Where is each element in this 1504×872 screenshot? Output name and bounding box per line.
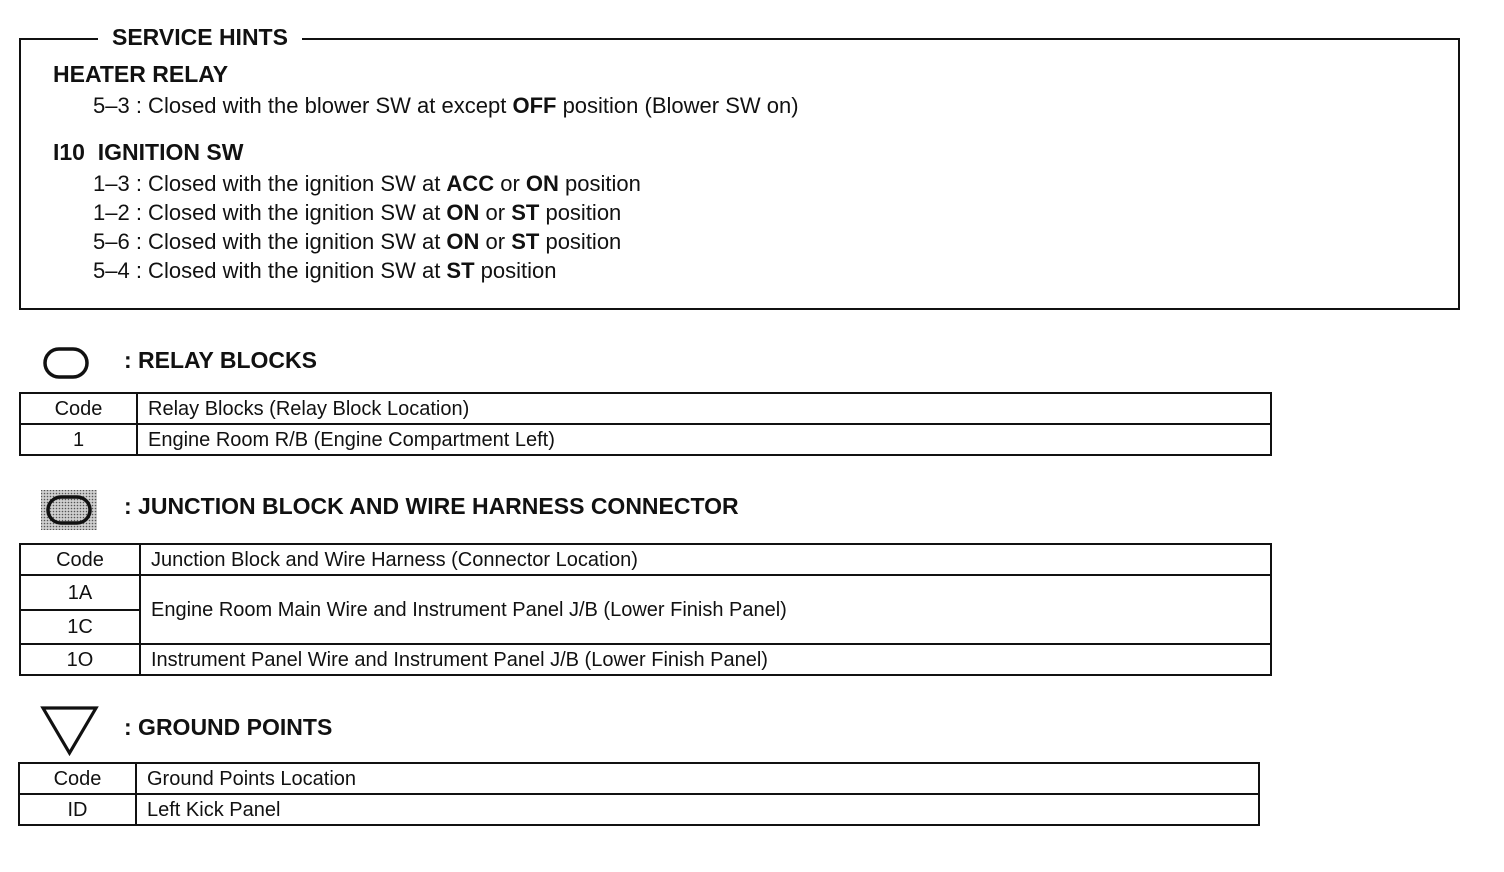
hint-text: or (479, 229, 512, 254)
relay-blocks-heading: : RELAY BLOCKS (124, 347, 317, 373)
relay-blocks-table (19, 392, 1272, 456)
ground-points-table (18, 762, 1260, 826)
table-header-row (19, 763, 1259, 794)
hint-text: position (558, 171, 641, 196)
code-cell: 1O (20, 644, 140, 675)
table-row (20, 424, 1271, 455)
pin-numbers: 5–3 (93, 93, 130, 118)
code-cell: 1 (20, 424, 137, 455)
table-row (19, 794, 1259, 825)
code-header: Code (19, 763, 136, 794)
location-cell: Left Kick Panel (136, 794, 1259, 825)
location-header: Ground Points Location (136, 763, 1259, 794)
table-header-row (20, 544, 1271, 575)
switch-position: ON (446, 229, 480, 254)
location-cell: Engine Room Main Wire and Instrument Panel J/B (Lower Finish Panel) (140, 575, 1271, 644)
location-cell: Instrument Panel Wire and Instrument Panel J/B (Lower Finish Panel) (140, 644, 1271, 675)
hint-text: : Closed with the ignition SW at (129, 258, 447, 283)
hint-text: position (Blower SW on) (556, 93, 799, 118)
hint-text: or (494, 171, 526, 196)
hint-text: position (539, 229, 622, 254)
code-cell: 1C (20, 610, 140, 644)
hint-text: : Closed with the blower SW at except (129, 93, 513, 118)
switch-position: ACC (446, 171, 495, 196)
heater-relay-title: HEATER RELAY (53, 61, 229, 87)
location-cell: Engine Room R/B (Engine Compartment Left) (137, 424, 1271, 455)
hint-line (93, 199, 621, 227)
rounded-rectangle-icon (42, 345, 92, 381)
hint-line (93, 92, 799, 120)
ground-points-heading: : GROUND POINTS (124, 714, 333, 740)
location-header: Junction Block and Wire Harness (Connector Location) (140, 544, 1271, 575)
shaded-rounded-rectangle-icon (40, 489, 98, 531)
switch-position: OFF (512, 93, 557, 118)
location-header: Relay Blocks (Relay Block Location) (137, 393, 1271, 424)
junction-block-heading: : JUNCTION BLOCK AND WIRE HARNESS CONNECTOR (124, 493, 739, 519)
hint-line (93, 170, 641, 198)
hint-text: : Closed with the ignition SW at (129, 171, 447, 196)
code-cell: ID (19, 794, 136, 825)
down-triangle-icon (40, 704, 100, 756)
hint-line (93, 228, 621, 256)
hint-text: position (474, 258, 557, 283)
switch-position: ON (525, 171, 559, 196)
switch-position: ST (511, 229, 540, 254)
junction-block-table (19, 543, 1272, 676)
pin-numbers: 5–6 (93, 229, 130, 254)
switch-position: ST (511, 200, 540, 225)
pin-numbers: 1–3 (93, 171, 130, 196)
hint-text: position (539, 200, 622, 225)
hint-line (93, 257, 557, 285)
pin-numbers: 1–2 (93, 200, 130, 225)
hint-text: : Closed with the ignition SW at (129, 229, 447, 254)
code-header: Code (20, 393, 137, 424)
switch-position: ST (446, 258, 475, 283)
pin-numbers: 5–4 (93, 258, 130, 283)
ignition-sw-title: I10 IGNITION SW (53, 139, 244, 165)
code-header: Code (20, 544, 140, 575)
table-row (20, 644, 1271, 675)
service-hints-title: SERVICE HINTS (98, 23, 302, 51)
hint-text: : Closed with the ignition SW at (129, 200, 447, 225)
switch-position: ON (446, 200, 480, 225)
code-cell: 1A (20, 575, 140, 610)
table-row (20, 575, 1271, 610)
table-header-row (20, 393, 1271, 424)
hint-text: or (479, 200, 512, 225)
